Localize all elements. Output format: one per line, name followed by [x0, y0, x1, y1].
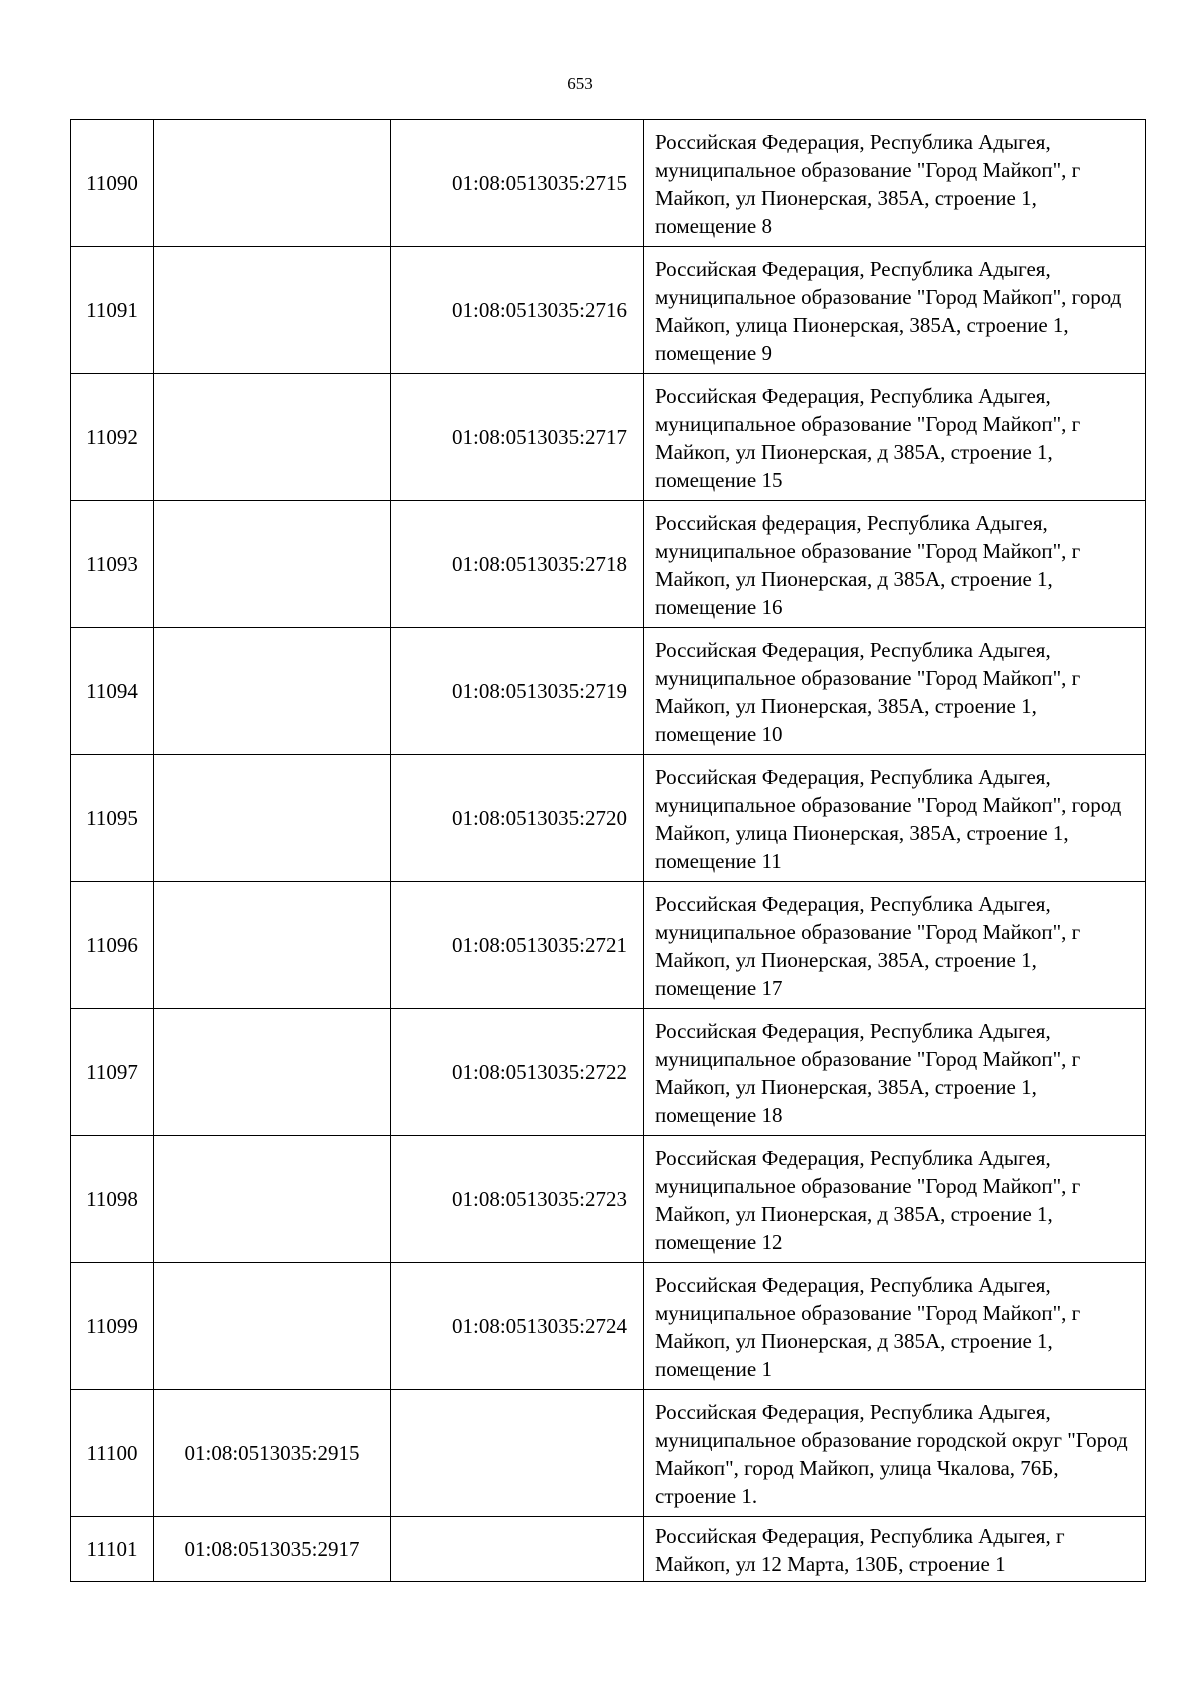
cadastral-number	[391, 1517, 644, 1582]
address: Российская федерация, Республика Адыгея, муниципальное образование "Город Майкоп", г Майкоп, ул Пионерская, д 385А, строение 1, помещение 16	[644, 501, 1146, 628]
row-number: 11101	[71, 1517, 154, 1582]
cadastral-number: 01:08:0513035:2724	[391, 1263, 644, 1390]
cadastral-number: 01:08:0513035:2722	[391, 1009, 644, 1136]
address: Российская Федерация, Республика Адыгея, г Майкоп, ул 12 Марта, 130Б, строение 1	[644, 1517, 1146, 1582]
row-number: 11092	[71, 374, 154, 501]
cadastral-number-parent	[154, 247, 391, 374]
row-number: 11095	[71, 755, 154, 882]
table-row	[71, 1263, 1146, 1390]
cadastral-number: 01:08:0513035:2717	[391, 374, 644, 501]
cadastral-number-parent	[154, 1263, 391, 1390]
row-number: 11098	[71, 1136, 154, 1263]
cadastral-number: 01:08:0513035:2721	[391, 882, 644, 1009]
cadastral-number-parent	[154, 755, 391, 882]
cadastral-number-parent: 01:08:0513035:2915	[154, 1390, 391, 1517]
cadastral-number-parent	[154, 882, 391, 1009]
table-row	[71, 247, 1146, 374]
cadastral-number: 01:08:0513035:2719	[391, 628, 644, 755]
table-row	[71, 1009, 1146, 1136]
table-row	[71, 1136, 1146, 1263]
row-number: 11094	[71, 628, 154, 755]
row-number: 11091	[71, 247, 154, 374]
address: Российская Федерация, Республика Адыгея, муниципальное образование "Город Майкоп", г Майкоп, ул Пионерская, д 385А, строение 1, помещение 1	[644, 1263, 1146, 1390]
cadastral-number-parent	[154, 374, 391, 501]
page-number: 653	[567, 74, 593, 93]
table-row	[71, 1390, 1146, 1517]
cadastral-number: 01:08:0513035:2716	[391, 247, 644, 374]
cadastral-number-parent	[154, 1009, 391, 1136]
cadastral-number	[391, 1390, 644, 1517]
row-number: 11099	[71, 1263, 154, 1390]
address: Российская Федерация, Республика Адыгея, муниципальное образование "Город Майкоп", г Майкоп, ул Пионерская, 385А, строение 1, помещение 10	[644, 628, 1146, 755]
cadastral-number: 01:08:0513035:2723	[391, 1136, 644, 1263]
address: Российская Федерация, Республика Адыгея, муниципальное образование "Город Майкоп", г Майкоп, ул Пионерская, 385А, строение 1, помещение 8	[644, 120, 1146, 247]
table-row	[71, 882, 1146, 1009]
address: Российская Федерация, Республика Адыгея, муниципальное образование "Город Майкоп", г Майкоп, ул Пионерская, 385А, строение 1, помещение 17	[644, 882, 1146, 1009]
row-number: 11093	[71, 501, 154, 628]
address: Российская Федерация, Республика Адыгея, муниципальное образование "Город Майкоп", г Майкоп, ул Пионерская, 385А, строение 1, помещение 18	[644, 1009, 1146, 1136]
row-number: 11096	[71, 882, 154, 1009]
row-number: 11100	[71, 1390, 154, 1517]
address: Российская Федерация, Республика Адыгея, муниципальное образование "Город Майкоп", г Майкоп, ул Пионерская, д 385А, строение 1, помещение 12	[644, 1136, 1146, 1263]
cadastral-number-parent	[154, 120, 391, 247]
row-number: 11090	[71, 120, 154, 247]
cadastral-number: 01:08:0513035:2715	[391, 120, 644, 247]
table-row	[71, 120, 1146, 247]
cadastral-number: 01:08:0513035:2720	[391, 755, 644, 882]
table-row	[71, 501, 1146, 628]
address: Российская Федерация, Республика Адыгея, муниципальное образование "Город Майкоп", город Майкоп, улица Пионерская, 385А, строение 1, помещение 11	[644, 755, 1146, 882]
address: Российская Федерация, Республика Адыгея, муниципальное образование "Город Майкоп", город Майкоп, улица Пионерская, 385А, строение 1, помещение 9	[644, 247, 1146, 374]
row-number: 11097	[71, 1009, 154, 1136]
table-row	[71, 755, 1146, 882]
registry-table	[70, 119, 1146, 1582]
address: Российская Федерация, Республика Адыгея, муниципальное образование городской округ "Город Майкоп", город Майкоп, улица Чкалова, 76Б, строение 1.	[644, 1390, 1146, 1517]
table-row	[71, 1517, 1146, 1582]
table-row	[71, 374, 1146, 501]
address: Российская Федерация, Республика Адыгея, муниципальное образование "Город Майкоп", г Майкоп, ул Пионерская, д 385А, строение 1, помещение 15	[644, 374, 1146, 501]
cadastral-number: 01:08:0513035:2718	[391, 501, 644, 628]
cadastral-number-parent: 01:08:0513035:2917	[154, 1517, 391, 1582]
cadastral-number-parent	[154, 1136, 391, 1263]
cadastral-number-parent	[154, 628, 391, 755]
table-row	[71, 628, 1146, 755]
cadastral-number-parent	[154, 501, 391, 628]
